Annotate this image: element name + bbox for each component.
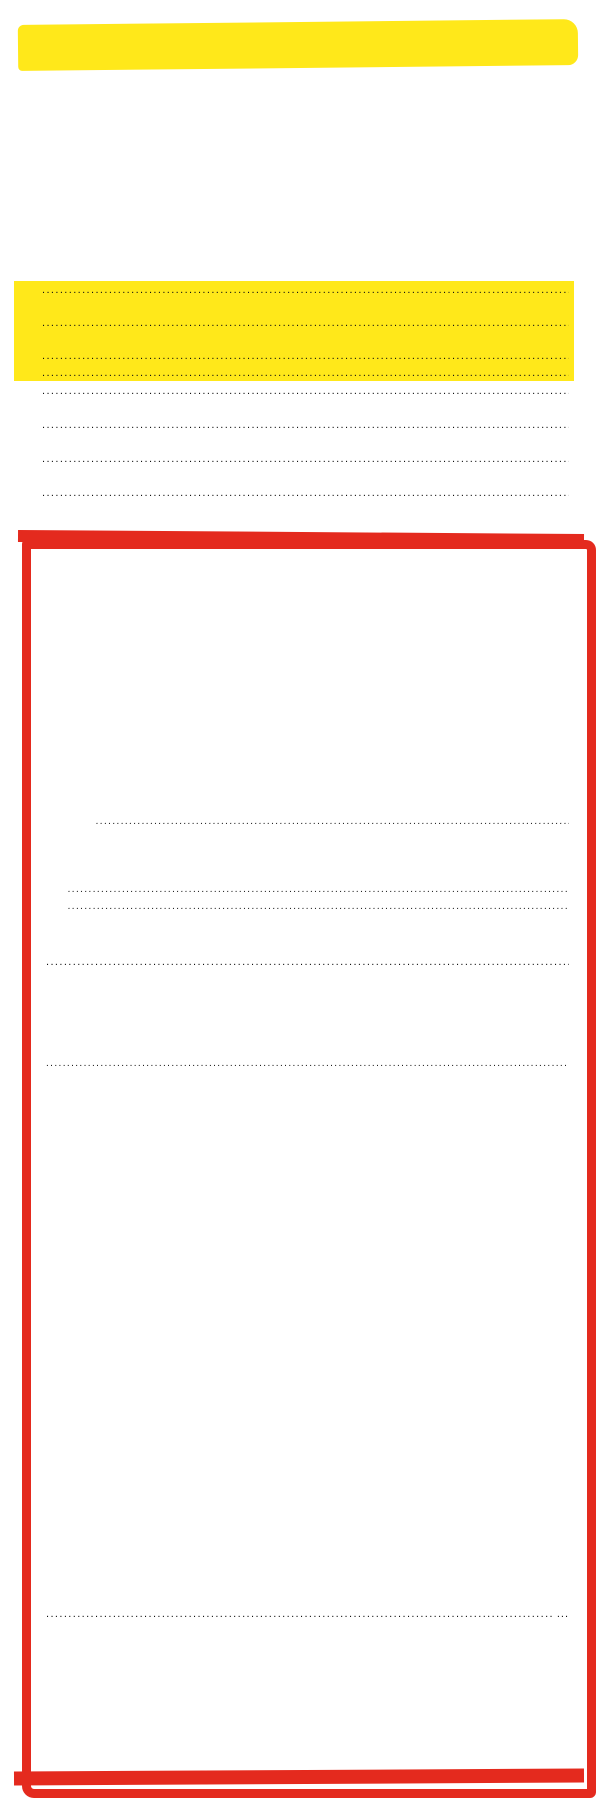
menu-item-challah [42, 283, 570, 297]
red-frame-bottom [14, 1769, 584, 1786]
menu-item-nova-benedict [42, 486, 570, 500]
side-grits: ..... ... [46, 1607, 570, 1621]
addon-bacon [46, 883, 570, 897]
menu-item-eggs-benedict [42, 418, 570, 432]
menu-item-manny [42, 366, 570, 380]
menu-item-shakshuka [42, 384, 570, 398]
banner-highlight [18, 19, 578, 71]
build-begin [46, 955, 570, 969]
addon-sausage-patties [46, 900, 570, 914]
menu-item-cinnamon-raisin [42, 316, 570, 330]
egg-whites-note [46, 815, 570, 829]
menu-item-california-benedict [42, 452, 570, 466]
build-meats [46, 1057, 570, 1071]
menu-item-marge [42, 349, 570, 363]
